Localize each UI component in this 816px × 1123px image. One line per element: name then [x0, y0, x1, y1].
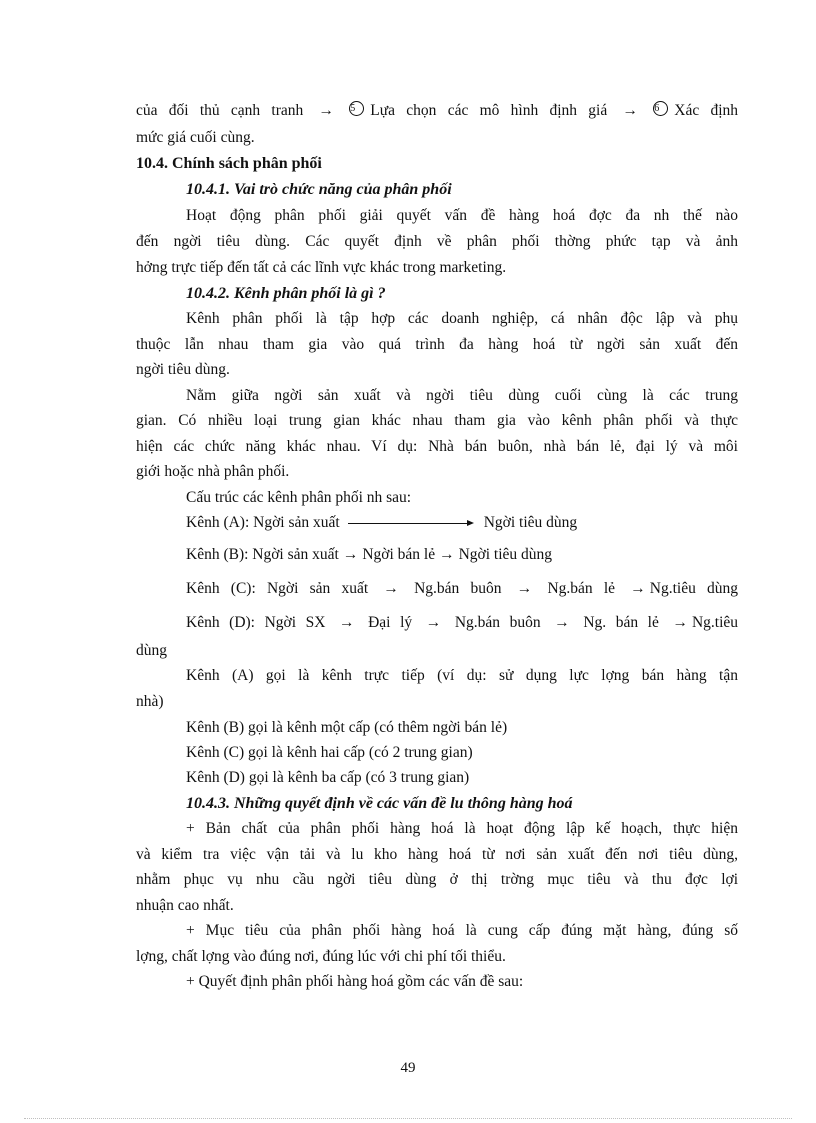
text-line: Hoạt động phân phối giải quyết vấn đề hàng hoá đợc đa nh thế nào	[186, 207, 738, 224]
subsection-heading: 10.4.1. Vai trò chức năng của phân phối	[186, 181, 452, 198]
arrow-icon: →	[516, 580, 533, 597]
text-line: của đối thủ cạnh tranh → 5 Lựa chọn các mô hình định giá → 6 Xác định	[136, 102, 739, 119]
arrow-icon: →	[630, 580, 646, 597]
arrow-icon: →	[339, 614, 355, 631]
text-line: + Bản chất của phân phối hàng hoá là hoạt động lập kế hoạch, thực hiện	[186, 820, 738, 837]
text-line: mức giá cuối cùng.	[136, 129, 255, 146]
circled-number-six: 6	[653, 101, 668, 116]
channel-a-line: Kênh (A): Ngời sản xuất Ngời tiêu dùng	[186, 514, 578, 531]
text-line: Kênh phân phối là tập hợp các doanh nghiệp, cá nhân độc lập và phụ	[186, 310, 738, 327]
text-line: và kiểm tra việc vận tải và lu kho hàng hoá từ nơi sản xuất đến nơi tiêu dùng,	[136, 846, 738, 863]
text-line: gian. Có nhiều loại trung gian khác nhau tham gia vào kênh phân phối và thực	[136, 412, 738, 429]
arrow-icon: →	[342, 546, 359, 563]
arrow-icon: →	[439, 546, 455, 563]
text-line: Kênh (A) gọi là kênh trực tiếp (ví dụ: sử dụng lực lợng bán hàng tận	[186, 667, 738, 684]
text-line: Kênh (C) gọi là kênh hai cấp (có 2 trung gian)	[186, 744, 473, 761]
arrow-icon: →	[622, 102, 638, 119]
text-line: nhuận cao nhất.	[136, 897, 234, 914]
text-line: nhà)	[136, 693, 164, 710]
channel-c-line: Kênh (C): Ngời sản xuất → Ng.bán buôn → Ng.bán lẻ → Ng.tiêu dùng	[186, 580, 739, 597]
subsection-heading: 10.4.2. Kênh phân phối là gì ?	[186, 285, 386, 302]
text-line: thuộc lẫn nhau tham gia vào quá trình đa hàng hoá từ ngời sản xuất đến	[136, 336, 738, 353]
text-line: Nằm giữa ngời sản xuất và ngời tiêu dùng cuối cùng là các trung	[186, 387, 738, 404]
channel-b-line: Kênh (B): Ngời sản xuất → Ngời bán lẻ → Ngời tiêu dùng	[186, 546, 553, 563]
text-line: dùng	[136, 642, 167, 659]
text-line: lợng, chất lợng vào đúng nơi, đúng lúc với chi phí tối thiểu.	[136, 948, 506, 965]
text-line: + Quyết định phân phối hàng hoá gồm các vấn đề sau:	[186, 973, 524, 990]
text-line: hởng trực tiếp đến tất cả các lĩnh vực khác trong marketing.	[136, 259, 507, 276]
text-line: giới hoặc nhà phân phối.	[136, 463, 290, 480]
text-line: hiện các chức năng khác nhau. Ví dụ: Nhà bán buôn, nhà bán lẻ, đại lý và môi	[136, 438, 738, 455]
text-line: đến ngời tiêu dùng. Các quyết định về phân phối thờng phức tạp và ảnh	[136, 233, 738, 250]
text-line: Cấu trúc các kênh phân phối nh sau:	[186, 489, 412, 506]
text-line: ngời tiêu dùng.	[136, 361, 230, 378]
arrow-icon: →	[672, 614, 688, 631]
page-number: 49	[400, 1060, 416, 1076]
circled-number-five: 5	[349, 101, 364, 116]
section-heading: 10.4. Chính sách phân phối	[136, 155, 322, 172]
text-line: Kênh (B) gọi là kênh một cấp (có thêm ngời bán lẻ)	[186, 719, 508, 736]
arrow-icon: →	[383, 580, 399, 597]
text-line: + Mục tiêu của phân phối hàng hoá là cung cấp đúng mặt hàng, đúng số	[186, 922, 738, 939]
long-arrow-icon	[348, 518, 474, 528]
text-line: nhằm phục vụ nhu cầu ngời tiêu dùng ở thị trờng mục tiêu và thu đợc lợi	[136, 871, 738, 888]
subsection-heading: 10.4.3. Những quyết định về các vấn đề lu thông hàng hoá	[186, 795, 573, 812]
text-line: Kênh (D) gọi là kênh ba cấp (có 3 trung gian)	[186, 769, 470, 786]
arrow-icon: →	[554, 614, 570, 631]
arrow-icon: →	[318, 102, 335, 119]
arrow-icon: →	[425, 614, 442, 631]
channel-d-line: Kênh (D): Ngời SX → Đại lý → Ng.bán buôn → Ng. bán lẻ → Ng.tiêu	[186, 614, 739, 631]
page-border-dotted	[24, 1118, 792, 1119]
